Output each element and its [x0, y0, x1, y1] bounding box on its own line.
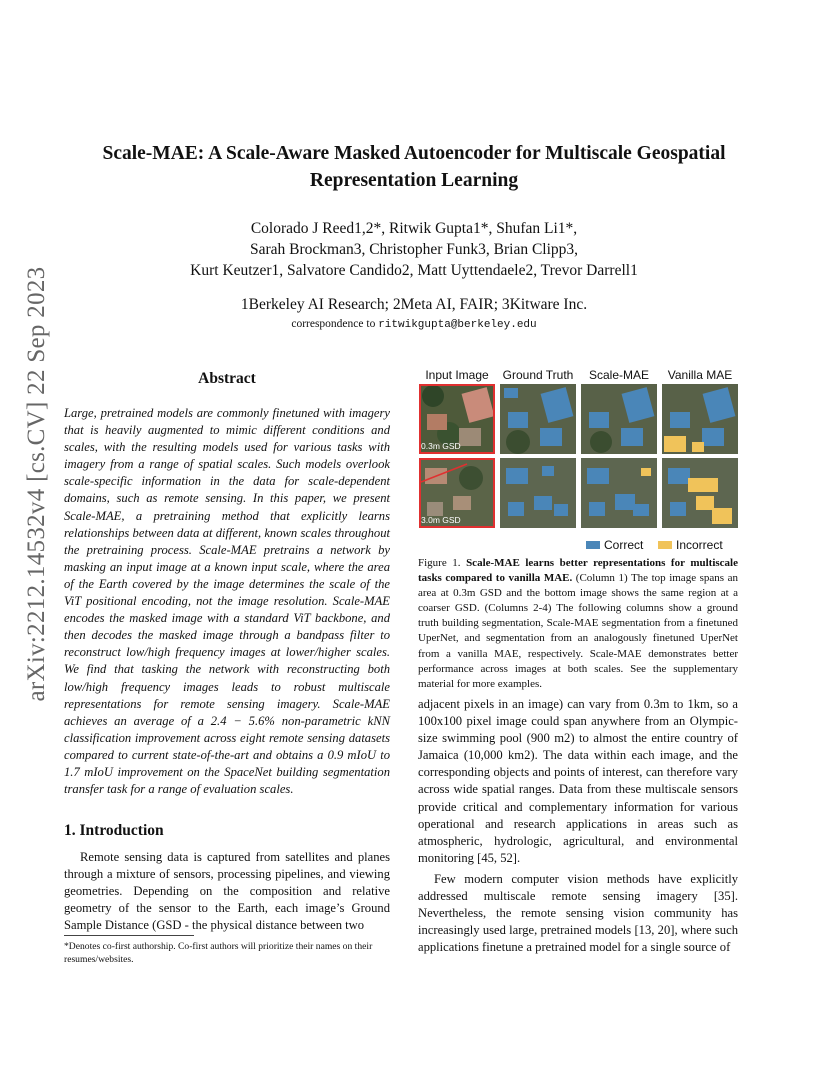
ground-truth-0.3m: [500, 384, 576, 454]
footnote: *Denotes co-first authorship. Co-first authors will prioritize their names on their resumes/websites.: [64, 941, 373, 965]
caption-text: (Column 1) The top image spans an area at 0.3m GSD and the bottom image shows the same region at a coarser GSD. (Columns 2-4) The following columns show a ground truth building segmentation, Scale-MAE segmentation from a finetuned UperNet, and segmentation from an analogously finetuned UperNet from a vanilla MAE, respectively. Scale-MAE demonstrates better performance across images at both scales. See the supplementary material for more examples.: [418, 572, 738, 690]
vanilla-mae-0.3m: [662, 384, 738, 454]
legend-incorrect-label: Incorrect: [676, 538, 723, 552]
affiliations: 1Berkeley AI Research; 2Meta AI, FAIR; 3Kitware Inc.: [240, 296, 588, 313]
gsd-label-bottom: 3.0m GSD: [421, 515, 461, 525]
col-header-ground-truth: Ground Truth: [502, 368, 574, 382]
figure-1: [418, 366, 740, 554]
ground-truth-3.0m: [500, 458, 576, 528]
caption-label: Figure 1.: [418, 557, 461, 569]
legend-correct-label: Correct: [604, 538, 644, 552]
gsd-label-top: 0.3m GSD: [421, 441, 461, 451]
author-list: [120, 218, 708, 281]
input-image-3.0m: [419, 458, 495, 528]
legend-incorrect-swatch: [658, 541, 672, 549]
col-header-scale-mae: Scale-MAE: [588, 368, 650, 382]
title-line-1: Scale-MAE: A Scale-Aware Masked Autoencoder for Multiscale Geospatial: [102, 143, 726, 164]
intro-heading: 1. Introduction: [64, 822, 164, 839]
col-header-input: Input Image: [425, 368, 489, 382]
correspondence-email[interactable]: ritwikgupta@berkeley.edu: [378, 319, 537, 331]
paper-title: [70, 140, 758, 194]
authors-line-3: Kurt Keutzer1, Salvatore Candido2, Matt Uyttendaele2, Trevor Darrell1: [190, 262, 638, 279]
authors-line-2: Sarah Brockman3, Christopher Funk3, Brian Clipp3,: [249, 241, 579, 258]
title-line-2: Representation Learning: [309, 170, 519, 191]
abstract-text: Large, pretrained models are commonly finetuned with imagery that is heavily augmented to mimic different conditions and scales, with the resulting models used for various tasks with imagery from a range of spatial scales. Such models overlook scale-specific information in the data for scale-dependent domains, such as remote sensing. In this paper, we present Scale-MAE, a pretraining method that explicitly learns relationships between data at different, known scales throughout the pretraining process. Scale-MAE pretrains a network by masking an input image at a known input scale, where the area of the Earth covered by the image determines the scale of the ViT positional encoding, not the image resolution. Scale-MAE encodes the masked image with a standard ViT backbone, and then decodes the masked image through a bandpass filter to reconstruct low/high frequency images at lower/higher scales. We find that tasking the network with reconstructing both low/high frequency images leads to robust multiscale representations for remote sensing imagery. Scale-MAE achieves an average of a 2.4 − 5.6% non-parametric kNN classification improvement across eight remote sensing datasets compared to current state-of-the-art and obtains a 0.9 mIoU to 1.7 mIoU improvement on the SpaceNet building segmentation transfer task for a range of evaluation scales.: [64, 406, 390, 797]
scale-mae-0.3m: [581, 384, 657, 454]
arxiv-sidebar: [20, 266, 54, 702]
intro-text: [64, 849, 390, 934]
legend-correct-swatch: [586, 541, 600, 549]
legend-correct: [586, 538, 643, 552]
correspondence: [120, 318, 708, 331]
intro-paragraph-1: Remote sensing data is captured from satellites and planes through a mixture of sensors, processing pipelines, and viewing geometries. Depending on the composition and relative geometry of the sensor to the Earth, each image’s Ground Sample Distance (GSD - the physical distance between two: [64, 850, 390, 933]
authors-line-1: Colorado J Reed1,2*, Ritwik Gupta1*, Shufan Li1*,: [250, 220, 578, 237]
legend-incorrect: [658, 538, 723, 552]
scale-mae-3.0m: [581, 458, 657, 528]
footnote-rule: [64, 935, 194, 936]
abstract-heading: Abstract: [198, 370, 256, 387]
figure-caption: [418, 556, 738, 692]
right-paragraph-2: Few modern computer vision methods have explicitly addressed multiscale remote sensing imagery [35]. Nevertheless, the remote sensing vision community has increasingly used large, pretrained models [13, 20], where such applications finetune a pretrained model for a single source of: [418, 871, 738, 955]
right-column-text: [418, 696, 738, 956]
arxiv-id: arXiv:2212.14532v4 [cs.CV] 22 Sep 2023: [23, 266, 50, 702]
col-header-vanilla-mae: Vanilla MAE: [667, 368, 733, 382]
correspondence-prefix: correspondence to: [291, 318, 376, 330]
input-image-0.3m: [419, 384, 495, 454]
vanilla-mae-3.0m: [662, 458, 738, 528]
right-paragraph-1: adjacent pixels in an image) can vary from 0.3m to 1km, so a 100x100 pixel image could span anywhere from an Olympic-size swimming pool (900 m2) to almost the entire country of Jamaica (10,000 km2). The data within each image, and the corresponding objects and points of interest, can therefore vary across wide spatial ranges. Data from these multiscale sensors provide critical and complementary information for various operational and research applications in areas such as atmospheric, hydrologic, agricultural, and environmental monitoring [45, 52].: [418, 697, 738, 865]
caption-bold: Scale-MAE learns better representations for multiscale tasks compared to vanilla MAE.: [418, 557, 738, 585]
